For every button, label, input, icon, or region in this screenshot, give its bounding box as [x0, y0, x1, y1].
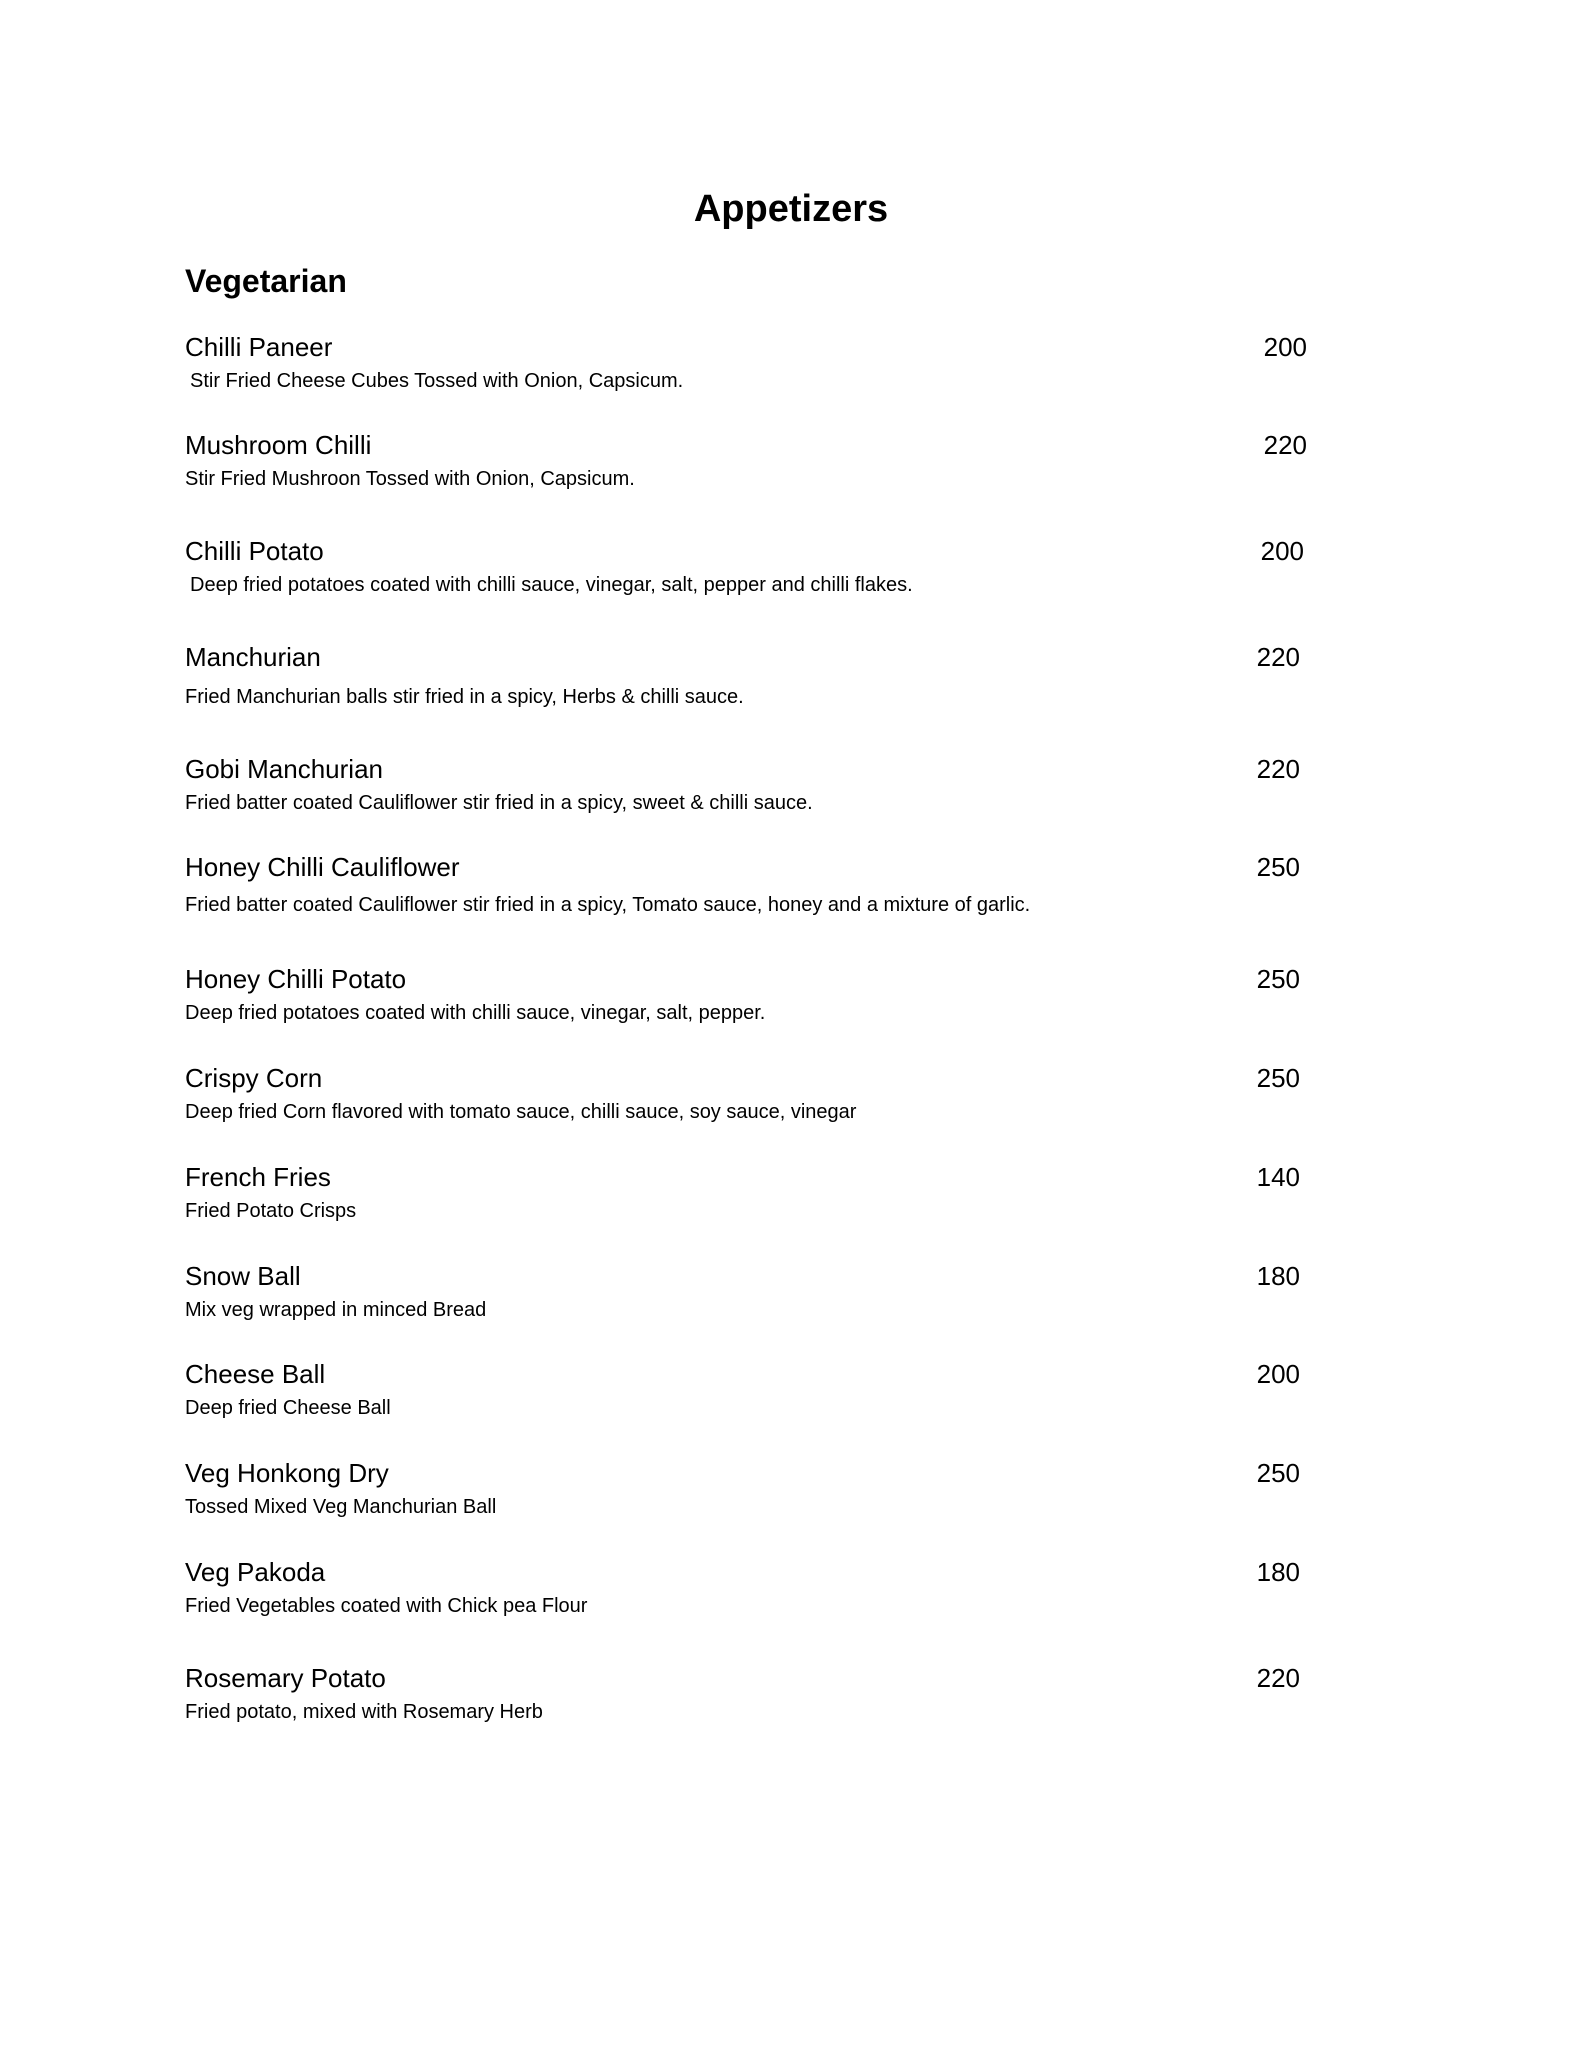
menu-item [185, 1259, 1305, 1339]
item-description: Deep fried Cheese Ball [185, 1397, 391, 1419]
menu-item [185, 850, 1305, 930]
menu-item [185, 330, 1305, 410]
item-price: 250 [1256, 964, 1300, 994]
menu-item [185, 1061, 1305, 1141]
item-description: Fried Manchurian balls stir fried in a spicy, Herbs & chilli sauce. [185, 686, 744, 708]
item-name: Manchurian [185, 642, 321, 672]
item-description: Fried batter coated Cauliflower stir fried in a spicy, sweet & chilli sauce. [185, 792, 813, 814]
menu-item [185, 1555, 1305, 1635]
item-name: Cheese Ball [185, 1359, 326, 1389]
item-description: Stir Fried Cheese Cubes Tossed with Onion, Capsicum. [190, 370, 684, 392]
item-price: 180 [1256, 1261, 1300, 1291]
item-name: Mushroom Chilli [185, 430, 372, 460]
item-price: 200 [1263, 332, 1307, 362]
item-name: Crispy Corn [185, 1063, 323, 1093]
item-description: Deep fried potatoes coated with chilli sauce, vinegar, salt, pepper and chilli flakes. [190, 574, 913, 596]
item-name: Snow Ball [185, 1261, 301, 1291]
item-name: Rosemary Potato [185, 1663, 386, 1693]
item-name: Honey Chilli Potato [185, 964, 407, 994]
item-description: Fried Potato Crisps [185, 1200, 357, 1222]
item-price: 140 [1256, 1162, 1300, 1192]
item-price: 220 [1256, 1663, 1300, 1693]
menu-item [185, 752, 1305, 832]
item-price: 220 [1256, 754, 1300, 784]
item-name: Veg Honkong Dry [185, 1458, 389, 1488]
item-name: Veg Pakoda [185, 1557, 326, 1587]
menu-item [185, 1456, 1305, 1536]
item-description: Fried Vegetables coated with Chick pea Flour [185, 1595, 588, 1617]
item-name: French Fries [185, 1162, 331, 1192]
page-title: Appetizers [693, 188, 889, 230]
item-description: Fried batter coated Cauliflower stir fried in a spicy, Tomato sauce, honey and a mixture of garlic. [185, 894, 1031, 916]
item-price: 250 [1256, 1063, 1300, 1093]
menu-item [185, 1357, 1305, 1437]
item-description: Deep fried potatoes coated with chilli sauce, vinegar, salt, pepper. [185, 1002, 766, 1024]
item-description: Deep fried Corn flavored with tomato sauce, chilli sauce, soy sauce, vinegar [185, 1101, 857, 1123]
item-name: Chilli Paneer [185, 332, 333, 362]
menu-item [185, 640, 1305, 720]
menu-item [185, 962, 1305, 1042]
item-description: Stir Fried Mushroon Tossed with Onion, Capsicum. [185, 468, 635, 490]
menu-item [185, 534, 1305, 614]
item-price: 180 [1256, 1557, 1300, 1587]
item-price: 250 [1256, 852, 1300, 882]
item-price: 220 [1263, 430, 1307, 460]
item-name: Chilli Potato [185, 536, 324, 566]
item-name: Honey Chilli Cauliflower [185, 852, 460, 882]
item-description: Mix veg wrapped in minced Bread [185, 1299, 487, 1321]
item-price: 250 [1256, 1458, 1300, 1488]
item-price: 200 [1256, 1359, 1300, 1389]
section-title: Vegetarian [185, 263, 347, 299]
item-description: Tossed Mixed Veg Manchurian Ball [185, 1496, 497, 1518]
menu-item [185, 1160, 1305, 1240]
item-price: 200 [1260, 536, 1304, 566]
menu-item [185, 1661, 1305, 1741]
menu-item [185, 428, 1305, 508]
item-price: 220 [1256, 642, 1300, 672]
item-description: Fried potato, mixed with Rosemary Herb [185, 1701, 543, 1723]
item-name: Gobi Manchurian [185, 754, 383, 784]
